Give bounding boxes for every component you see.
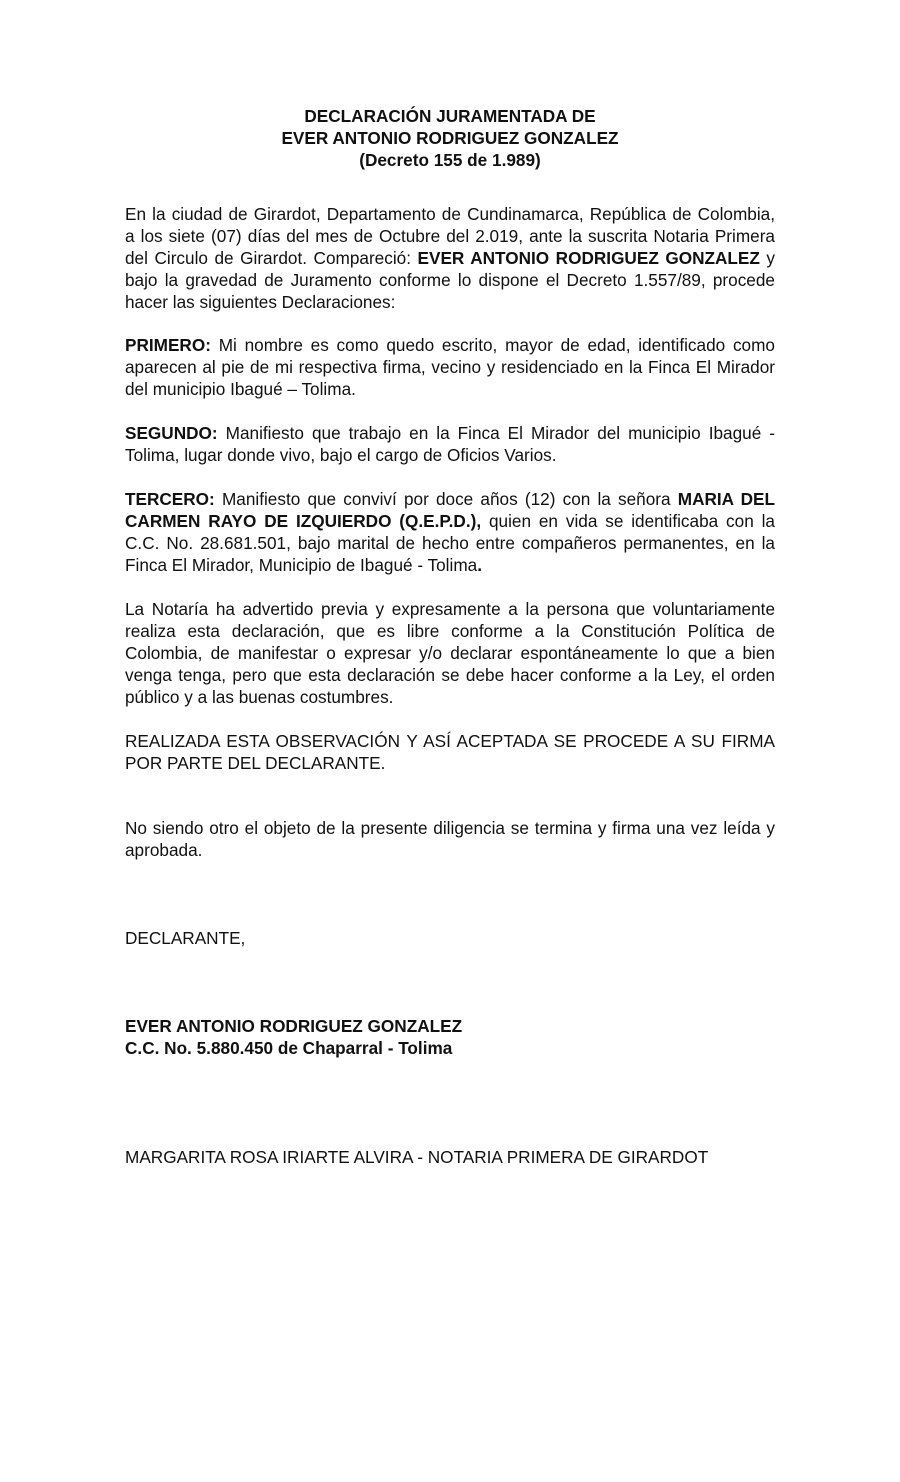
tercero-paragraph — [125, 488, 775, 576]
title-line-2: EVER ANTONIO RODRIGUEZ GONZALEZ — [281, 128, 619, 148]
notaria-warning-paragraph: La Notaría ha advertido previa y expresamente a la persona que voluntariamente realiza esta declaración, que es libre conforme a la Constitución Política de Colombia, de manifestar o expresar y/o declarar espontáneamente lo que a bien venga tenga, pero que esta declaración se debe hacer conforme a la Ley, el orden público y a las buenas costumbres. — [125, 599, 775, 707]
title-line-3: (Decreto 155 de 1.989) — [359, 150, 541, 170]
segundo-label: SEGUNDO: — [125, 423, 218, 443]
declarante-label: DECLARANTE, — [125, 928, 246, 948]
signature-block — [125, 1015, 775, 1059]
tercero-end: . — [477, 555, 482, 575]
signature-id: C.C. No. 5.880.450 de Chaparral - Tolima — [125, 1038, 453, 1058]
segundo-text: Manifiesto que trabajo en la Finca El Mirador del municipio Ibagué - Tolima, lugar donde vivo, bajo el cargo de Oficios Varios. — [125, 423, 775, 465]
primero-label: PRIMERO: — [125, 335, 211, 355]
notary-line: MARGARITA ROSA IRIARTE ALVIRA - NOTARIA PRIMERA DE GIRARDOT — [125, 1147, 709, 1167]
segundo-paragraph — [125, 422, 775, 466]
tercero-label: TERCERO: — [125, 489, 215, 509]
intro-paragraph — [125, 203, 775, 313]
intro-text-b: y bajo la gravedad de Juramento conforme lo dispone el Decreto 1.557/89, procede hacer las siguientes Declaraciones: — [125, 248, 776, 312]
primero-paragraph — [125, 334, 775, 400]
title-line-1: DECLARACIÓN JURAMENTADA DE — [304, 106, 596, 126]
tercero-text-b: quien en vida se identificaba con la C.C. No. 28.681.501, bajo marital de hecho entre compañeros permanentes, en la Finca El Mirador, Municipio de Ibagué - Tolima — [125, 511, 775, 575]
primero-text: Mi nombre es como quedo escrito, mayor de edad, identificado como aparecen al pie de mi respectiva firma, vecino y residenciado en la Finca El Mirador del municipio Ibagué – Tolima. — [125, 335, 775, 399]
realizada-paragraph: REALIZADA ESTA OBSERVACIÓN Y ASÍ ACEPTADA SE PROCEDE A SU FIRMA POR PARTE DEL DECLARANTE. — [125, 731, 775, 773]
tercero-partner-name: MARIA DEL CARMEN RAYO DE IZQUIERDO (Q.E.P.D.), — [125, 489, 776, 531]
intro-text-a: En la ciudad de Girardot, Departamento de Cundinamarca, República de Colombia, a los siete (07) días del mes de Octubre del 2.019, ante la suscrita Notaria Primera del Circulo de Girardot. Compareció: — [125, 204, 775, 268]
document-title — [125, 105, 775, 171]
intro-declarant-name: EVER ANTONIO RODRIGUEZ GONZALEZ — [417, 248, 760, 268]
signature-name: EVER ANTONIO RODRIGUEZ GONZALEZ — [125, 1016, 463, 1036]
closing-paragraph: No siendo otro el objeto de la presente diligencia se termina y firma una vez leída y aprobada. — [125, 818, 775, 860]
tercero-text-a: Manifiesto que conviví por doce años (12) con la señora — [214, 489, 678, 509]
